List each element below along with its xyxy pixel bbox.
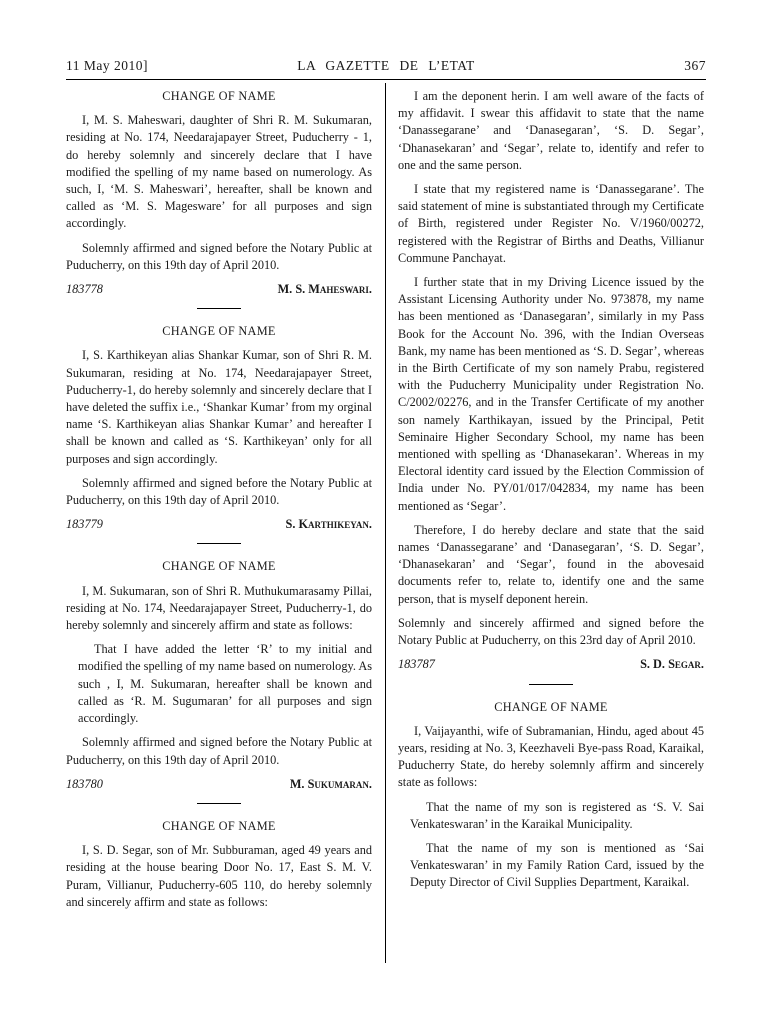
gazette-title: LA GAZETTE DE L’ETAT <box>297 58 475 73</box>
notice-number: 183779 <box>66 517 103 532</box>
notice-paragraph: Solemnly affirmed and signed before the Notary Public at Puducherry, on this 19th day of April 2010. <box>66 240 372 272</box>
notice-heading: CHANGE OF NAME <box>162 89 276 103</box>
notice-heading: CHANGE OF NAME <box>162 324 276 339</box>
notice-number: 183787 <box>398 657 435 672</box>
page-header <box>66 58 706 78</box>
notice-paragraph: That the name of my son is mentioned as ‘Sai Venkateswaran’ in my Family Ration Card, issued by the Deputy Director of Civil Supplies Department, Karaikal. <box>410 840 704 890</box>
notice-paragraph: I state that my registered name is ‘Danassegarane’. The said statement of mine is substantiated through my Certificate of Birth, registered under Register No. V/1960/00272, registered with the Registrar of Births and Deaths, Villianur Commune Panchayat. <box>398 182 704 265</box>
notice-signature-line <box>398 656 704 673</box>
notice-paragraph: I, S. Karthikeyan alias Shankar Kumar, son of Shri R. M. Sukumaran, residing at No. 174, Needarajapayer Street, Puducherry-1, do hereby solemnly and sincerely declare that I have deleted the suffix i.e., ‘Shankar Kumar’ from my orginal name ‘S. Karthikeyan alias Shankar Kumar’ and hereafter I shall be known and called as ‘S. Karthikeyan’ only for all purposes and sign accordingly. <box>66 348 372 466</box>
notice-separator <box>529 684 573 685</box>
header-rule <box>66 79 706 80</box>
notice-signature-line <box>66 776 372 793</box>
notice-signature-line <box>66 516 372 533</box>
notice-paragraph: I, M. Sukumaran, son of Shri R. Muthukumarasamy Pillai, residing at No. 174, Needarajapayer Street, Puducherry-1, do hereby solemnly and sincerely affirm and state as follows: <box>66 583 372 633</box>
notice-signatory: S. D. Segar. <box>640 657 704 672</box>
notice-183780 <box>66 558 372 803</box>
notice-signatory: M. Sukumaran. <box>289 776 372 791</box>
notice-paragraph: I, M. S. Maheswari, daughter of Shri R. M. Sukumaran, residing at No. 174, Needarajapayer Street, Puducherry - 1, do hereby solemnly and sincerely declare that I have modified the spelling of my name based on numerology. As such, I, ‘M. S. Maheswari’, hereafter, shall be known and called as ‘M. S. Mageswarе’ for all purposes and sign accordingly. <box>66 113 372 231</box>
notice-separator <box>197 803 241 804</box>
notice-183787-start <box>66 818 372 911</box>
header-date: 11 May 2010] <box>66 58 148 73</box>
notice-vaijayanthi <box>398 699 704 892</box>
notice-paragraph: I, S. D. Segar, son of Mr. Subburaman, aged 49 years and residing at the house bearing Door No. 17, East S. M. V. Puram, Villianur, Puducherry-605 110, do hereby solemnly and sincerely affirm and state as follows: <box>66 843 372 909</box>
page-number: 367 <box>684 58 706 73</box>
notice-heading: CHANGE OF NAME <box>494 699 608 714</box>
notice-paragraph: That I have added the letter ‘R’ to my initial and modified the spelling of my name based on numerology. As such , I, M. Sukumaran, hereafter shall be known and called as ‘R. M. Sugumaran’ for all purposes and sign accordingly. <box>78 642 372 726</box>
notice-paragraph: Solemnly and sincerely affirmed and signed before the Notary Public at Puducherry, on this 23rd day of April 2010. <box>398 615 704 648</box>
notice-paragraph: I am the deponent herin. I am well aware of the facts of my affidavit. I swear this affidavit to state that the name ‘Danassegarane’ and ‘Danasegaran’, ‘S. D. Segar’, ‘Dhanasekaran’ and ‘Segar’, relate to, identify and refer to one and the same person. <box>398 89 704 172</box>
notice-paragraph: I, Vaijayanthi, wife of Subramanian, Hindu, aged about 45 years, residing at No. 3, Keezhaveli Bye-pass Road, Karaikal, Puducherry State, do hereby solemnly affirm and sincerely state as follows: <box>398 723 704 790</box>
notice-number: 183780 <box>66 776 103 791</box>
notice-paragraph: That the name of my son is registered as ‘S. V. Sai Venkateswaran’ in the Karaikal Municipality. <box>410 799 704 831</box>
notice-number: 183778 <box>66 282 103 297</box>
notice-183787-continued <box>398 88 704 685</box>
notice-paragraph: Solemnly affirmed and signed before the Notary Public at Puducherry, on this 19th day of April 2010. <box>66 475 372 508</box>
notice-paragraph: I further state that in my Driving Licence issued by the Assistant Licensing Authority under No. 973878, my name has been mentioned as ‘Danasegaran’, similarly in my Pass Book for the Account No. 396, with the Indian Overseas Bank, my name has been mentioned as ‘S. D. Segar’, whereas in the Birth Certificate of my son namely Prabu, registered with the Puducherry Municipality under Registration No. C/2002/02276, and in the Transfer Certificate of my another son namely Karthikayan, issued by the Principal, Petit Seminaire Higher Secondary School, my name has been mentioned with spelling as ‘Dhanasekaran’. Whereas in my Electoral identity card issued by the Election Commission of India under No. PY/01/017/042834, my name has been mentioned as ‘Segar’. <box>398 275 704 513</box>
notice-separator <box>197 308 241 309</box>
notice-signature-line <box>66 281 372 298</box>
notice-signatory: M. S. Maheswari. <box>277 282 372 297</box>
notice-183778 <box>66 88 372 309</box>
notice-signatory: S. Karthikeyan. <box>285 517 372 532</box>
notice-heading: CHANGE OF NAME <box>162 818 276 833</box>
notice-183779 <box>66 323 372 544</box>
notice-paragraph: Solemnly affirmed and signed before the Notary Public at Puducherry, on this 19th day of April 2010. <box>66 735 372 767</box>
left-column <box>66 88 372 918</box>
right-column <box>398 88 704 899</box>
column-divider <box>385 83 386 963</box>
notice-separator <box>197 543 241 544</box>
notice-heading: CHANGE OF NAME <box>162 559 276 574</box>
notice-paragraph: Therefore, I do hereby declare and state that the said names ‘Danassegarane’ and ‘Danasegaran’, ‘S. D. Segar’, ‘Dhanasekaran’ and ‘Segar’, found in the abovesaid documents refer to, relate to, identify one and the same person, that is myself deponent herein. <box>398 522 704 606</box>
